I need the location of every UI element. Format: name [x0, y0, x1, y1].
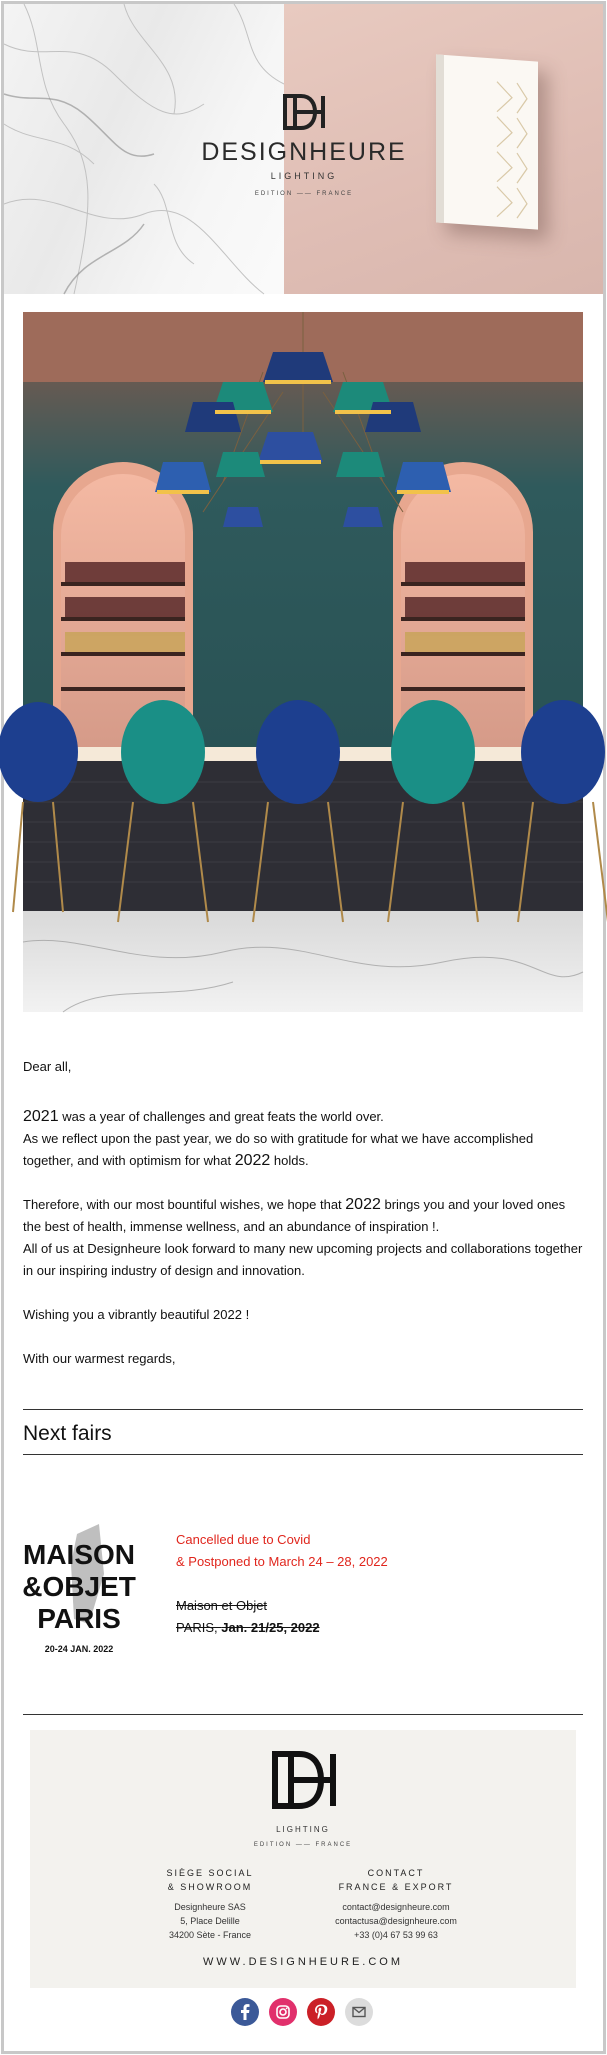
catalogue-book-image — [436, 54, 538, 229]
fair-status-1: Cancelled due to Covid — [176, 1532, 311, 1547]
fair-city: PARIS, — [176, 1620, 222, 1635]
hero-bar-image — [23, 312, 583, 1012]
book-spine — [436, 54, 444, 223]
logo-dates: 20-24 JAN. 2022 — [44, 1644, 114, 1654]
contact-phone[interactable]: +33 (0)4 67 53 99 63 — [354, 1930, 438, 1940]
newsletter-letter — [23, 1056, 583, 1392]
paragraph-3: Wishing you a vibrantly beautiful 2022 ! — [23, 1307, 250, 1322]
divider-footer — [23, 1714, 583, 1715]
address-line-2: 5, Place Delille — [180, 1916, 240, 1926]
fair-location — [176, 1617, 388, 1639]
divider-top — [23, 1409, 583, 1410]
footer-contact — [316, 1866, 476, 1942]
contact-usa-email-link[interactable]: contactusa@designheure.com — [335, 1916, 457, 1926]
paragraph-2 — [23, 1194, 583, 1282]
logo-line-2: &OBJET — [22, 1571, 136, 1602]
year-2022-a: 2022 — [234, 1152, 271, 1169]
address-head-1: SIÈGE SOCIAL — [166, 1868, 254, 1878]
contact-head-1: CONTACT — [367, 1868, 425, 1878]
paragraph-4: With our warmest regards, — [23, 1351, 176, 1366]
p2-text-a: Therefore, with our most bountiful wishes, we hope that — [23, 1197, 346, 1212]
contact-email-link[interactable]: contact@designheure.com — [342, 1902, 450, 1912]
logo-line-3: PARIS — [37, 1603, 121, 1634]
book-pattern — [492, 76, 532, 219]
brand-name: DESIGNHEURE — [201, 138, 407, 166]
p1-text-c: holds. — [270, 1153, 309, 1168]
website-link[interactable]: WWW.DESIGNHEURE.COM — [203, 1956, 403, 1968]
year-2021: 2021 — [23, 1108, 59, 1125]
facebook-icon[interactable] — [231, 1998, 259, 2026]
fair-name: Maison et Objet — [176, 1598, 268, 1613]
fair-dates: Jan. 21/25, 2022 — [221, 1620, 320, 1635]
contact-head — [316, 1866, 476, 1894]
brand-logo — [194, 94, 414, 197]
footer-address — [130, 1866, 290, 1942]
greeting: Dear all, — [23, 1059, 72, 1074]
address-head — [130, 1866, 290, 1894]
address-line-3: 34200 Sète - France — [168, 1930, 252, 1940]
footer-edition: EDITION —— FRANCE — [253, 1842, 353, 1848]
address-head-2: & SHOWROOM — [167, 1882, 253, 1892]
instagram-icon[interactable] — [269, 1998, 297, 2026]
fair-info — [176, 1529, 388, 1639]
p2-text-b: brings you and your loved ones the best of health, immense wellness, and an abundance of inspiration !. — [23, 1197, 566, 1234]
brand-edition: EDITION —— FRANCE — [254, 191, 354, 197]
maison-objet-logo[interactable] — [22, 1514, 136, 1664]
dh-logo-icon — [281, 94, 327, 130]
footer-card — [30, 1730, 576, 1988]
next-fairs-title: Next fairs — [23, 1422, 112, 1445]
p1-text-b: As we reflect upon the past year, we do so with gratitude for what we have accomplished together, and with optimism for what — [23, 1131, 534, 1168]
brand-subtitle: LIGHTING — [270, 171, 338, 181]
contact-head-2: FRANCE & EXPORT — [338, 1882, 454, 1892]
pinterest-icon[interactable] — [307, 1998, 335, 2026]
header-banner — [4, 4, 603, 294]
email-frame — [1, 1, 606, 2054]
email-icon[interactable] — [345, 1998, 373, 2026]
logo-line-1: MAISON — [23, 1539, 135, 1570]
year-2022-b: 2022 — [345, 1196, 381, 1213]
p2-text-c: All of us at Designheure look forward to many new upcoming projects and collaborations together in our inspiring industry of design and innovation. — [23, 1241, 583, 1278]
footer-dh-logo-icon — [271, 1750, 337, 1810]
paragraph-1 — [23, 1106, 583, 1172]
divider-bottom — [23, 1454, 583, 1455]
address-line-1: Designheure SAS — [174, 1902, 246, 1912]
p1-text-a: was a year of challenges and great feats the world over. — [58, 1109, 384, 1124]
fair-status-2: & Postponed to March 24 – 28, 2022 — [176, 1554, 388, 1569]
footer-lighting: LIGHTING — [276, 1825, 330, 1834]
